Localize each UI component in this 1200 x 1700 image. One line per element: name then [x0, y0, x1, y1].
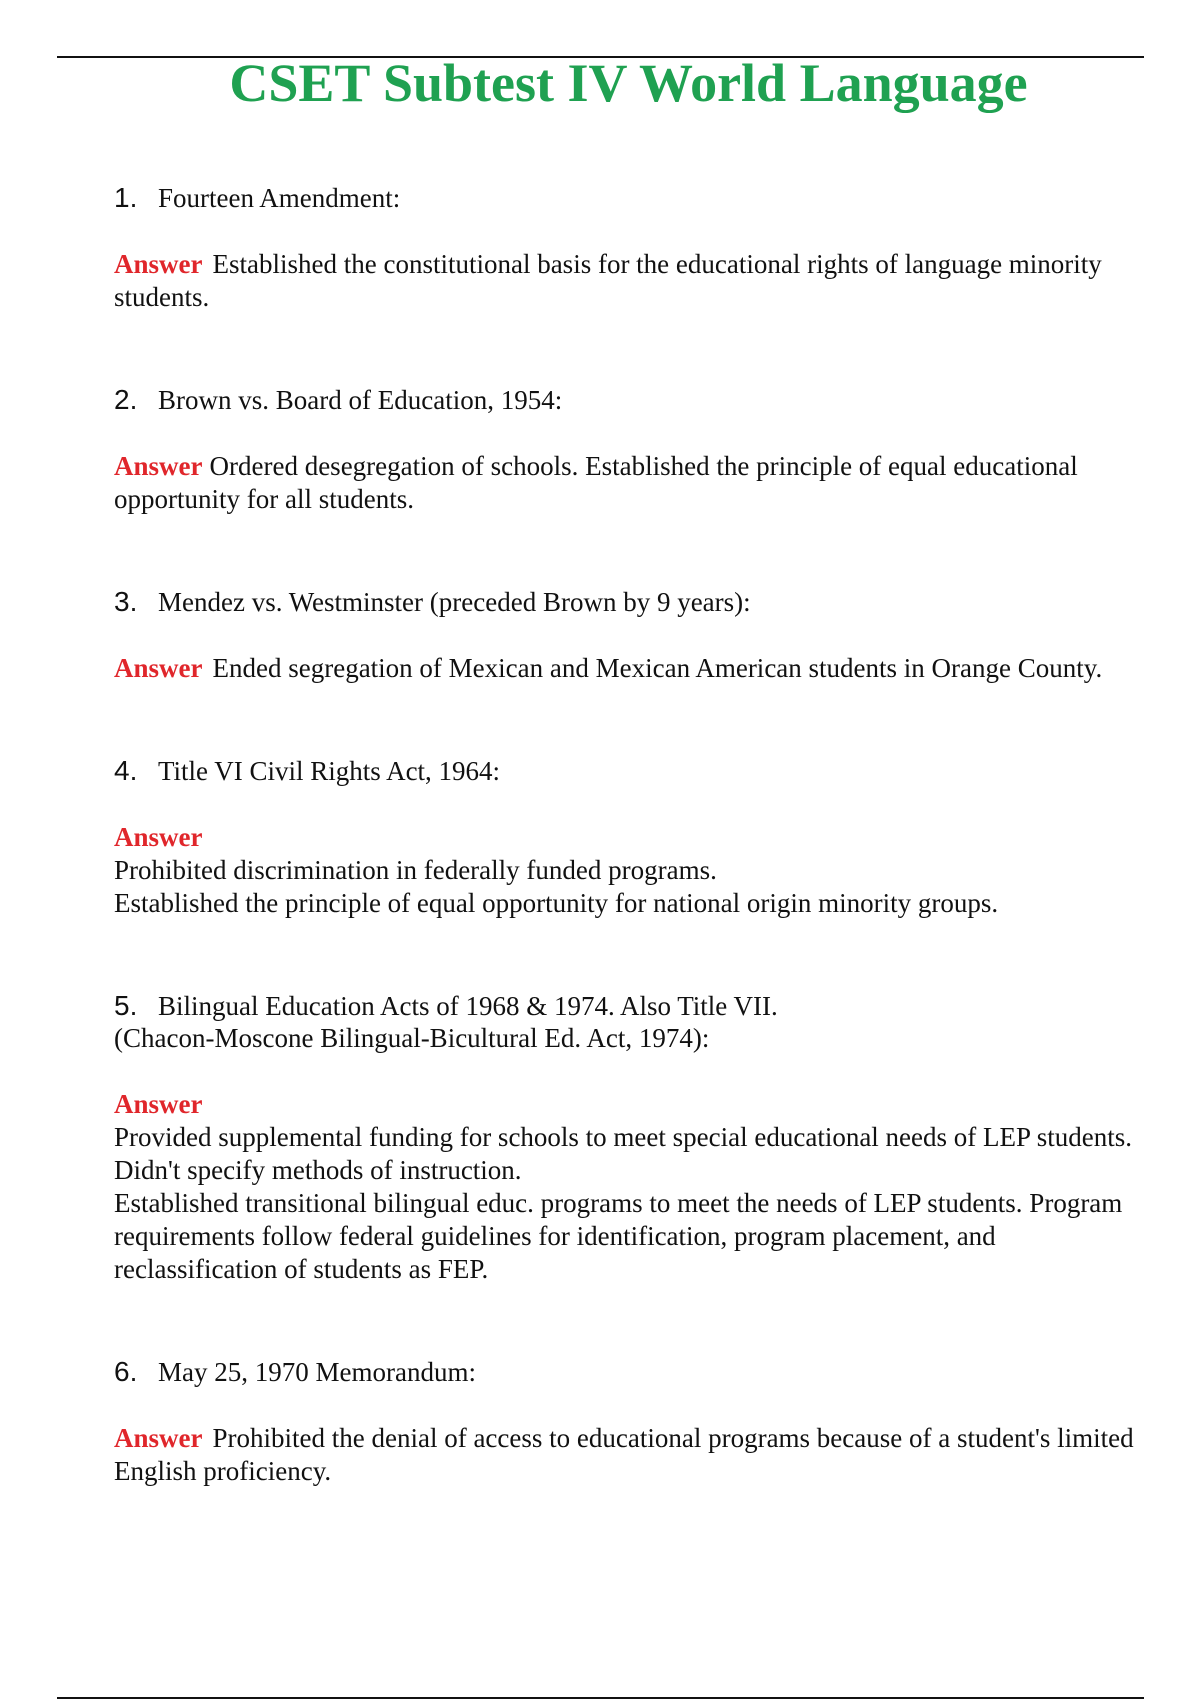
question-number: 1. [114, 182, 138, 213]
answer-label: Answer [114, 249, 203, 279]
answer-block [114, 248, 1134, 314]
question-item-2 [114, 384, 1134, 516]
answer-label: Answer [114, 451, 203, 481]
question-text: Brown vs. Board of Education, 1954: [158, 385, 563, 415]
answer-block [114, 1088, 1134, 1286]
question-text: Mendez vs. Westminster (preceded Brown by 9 years): [158, 587, 751, 617]
answer-line: Provided supplemental funding for schools to meet special educational needs of LEP students. Didn't specify methods of instruction. [114, 1122, 1133, 1185]
question-item-4 [114, 755, 1134, 920]
question-list [114, 182, 1134, 1558]
answer-label: Answer [114, 1089, 203, 1119]
page-title: CSET Subtest IV World Language [229, 53, 1028, 113]
answer-block [114, 1422, 1134, 1488]
answer-text: Prohibited the denial of access to educational programs because of a student's limited English proficiency. [114, 1423, 1134, 1486]
question-item-3 [114, 586, 1134, 685]
answer-line: Established the principle of equal opportunity for national origin minority groups. [114, 888, 999, 918]
question-number: 6. [114, 1356, 138, 1387]
answer-block [114, 821, 1134, 920]
question-text: Fourteen Amendment: [158, 183, 401, 213]
answer-block [114, 652, 1134, 685]
answer-label: Answer [114, 653, 203, 683]
answer-block [114, 450, 1134, 516]
question-item-5 [114, 990, 1134, 1286]
question-item-6 [114, 1356, 1134, 1488]
question-number: 4. [114, 755, 138, 786]
answer-line: Prohibited discrimination in federally funded programs. [114, 855, 717, 885]
answer-text: Ended segregation of Mexican and Mexican American students in Orange County. [212, 653, 1103, 683]
answer-text: Established the constitutional basis for the educational rights of language minority students. [114, 249, 1102, 312]
answer-line: Established transitional bilingual educ. programs to meet the needs of LEP students. Program requirements follow federal guidelines for identification, program placement, and reclassification of students as FEP. [114, 1188, 1123, 1284]
answer-text: Ordered desegregation of schools. Established the principle of equal educational opportunity for all students. [114, 451, 1078, 514]
question-number: 2. [114, 384, 138, 415]
question-number: 5. [114, 990, 138, 1021]
question-text-line-2: (Chacon-Moscone Bilingual-Bicultural Ed. Act, 1974): [114, 1023, 710, 1053]
bottom-rule [57, 1697, 1144, 1699]
question-item-1 [114, 182, 1134, 314]
question-text: Title VI Civil Rights Act, 1964: [158, 756, 501, 786]
question-number: 3. [114, 586, 138, 617]
question-text: Bilingual Education Acts of 1968 & 1974. Also Title VII. [158, 991, 778, 1021]
question-text: May 25, 1970 Memorandum: [158, 1357, 476, 1387]
answer-label: Answer [114, 822, 203, 852]
answer-label: Answer [114, 1423, 203, 1453]
